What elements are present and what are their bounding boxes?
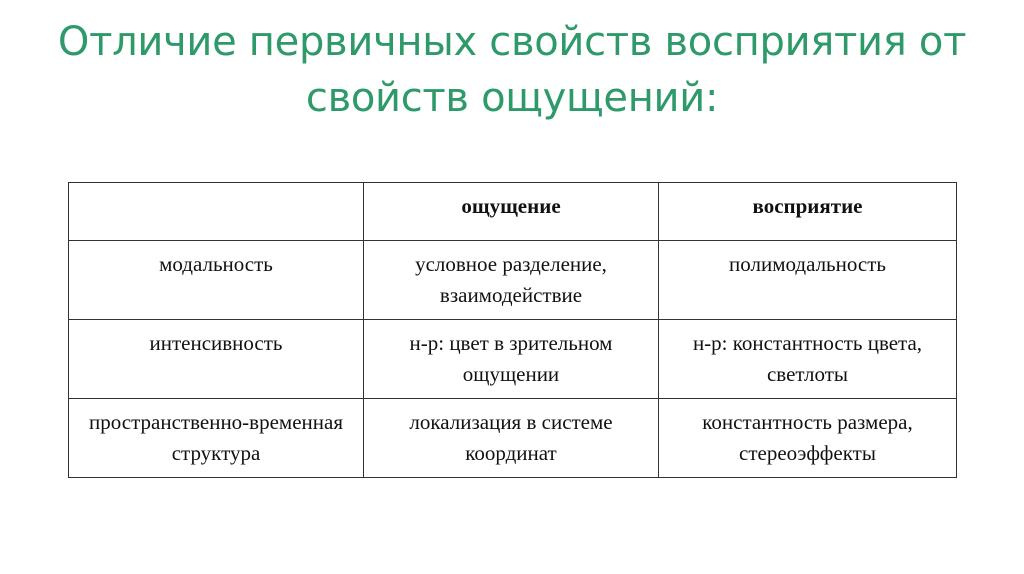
- slide-title: [40, 14, 984, 126]
- table-row: [69, 399, 957, 478]
- property-cell: модальность: [69, 241, 364, 320]
- slide-title-line-1: Отличие первичных свойств восприятия от: [57, 19, 967, 65]
- table-header-row: [69, 183, 957, 241]
- comparison-table: [68, 182, 957, 478]
- perception-cell: полимодальность: [659, 241, 957, 320]
- property-cell: интенсивность: [69, 320, 364, 399]
- header-cell-perception: восприятие: [659, 183, 957, 241]
- property-cell: пространственно-временная структура: [69, 399, 364, 478]
- perception-cell: н-р: константность цвета, светлоты: [659, 320, 957, 399]
- sensation-cell: н-р: цвет в зрительном ощущении: [364, 320, 659, 399]
- slide-title-line-2: свойств ощущений:: [305, 75, 719, 121]
- sensation-cell: условное разделение, взаимодействие: [364, 241, 659, 320]
- perception-cell: константность размера, стереоэффекты: [659, 399, 957, 478]
- header-cell-sensation: ощущение: [364, 183, 659, 241]
- table-row: [69, 320, 957, 399]
- table-row: [69, 241, 957, 320]
- header-cell-empty: [69, 183, 364, 241]
- sensation-cell: локализация в системе координат: [364, 399, 659, 478]
